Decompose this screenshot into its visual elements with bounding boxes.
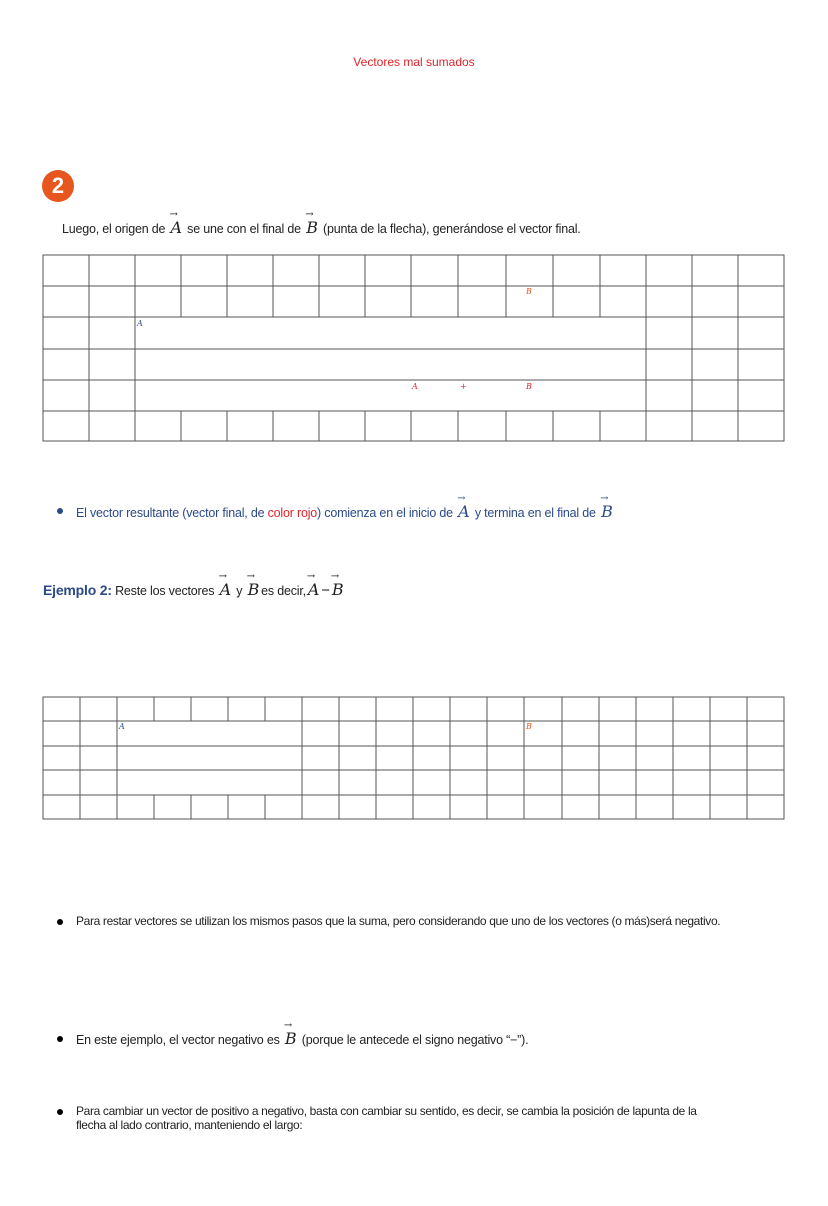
bullet-1-red-text: color rojo [267,506,318,520]
vector-a-symbol: → A [218,580,233,599]
grid-2-mark-b: B [526,722,532,731]
step-text-middle: se une con el final de [187,222,301,236]
vector-b-symbol: → B [283,1029,299,1048]
bullet-change-direction [76,1104,816,1132]
bullet-dot [57,1036,63,1042]
vector-b-symbol: → B [246,580,262,599]
bullet-subtract-rule [76,914,720,928]
example-2-text-2: es decir, [261,584,306,598]
bullet-4-line-1: Para cambiar un vector de positivo a negativo, basta con cambiar su sentido, es decir, se cambia la posición de lapunta de la [76,1104,697,1118]
bullet-dot [57,1109,63,1115]
vector-b-symbol: → B [599,502,615,521]
bullet-4-line-2: flecha al lado contrario, manteniendo el largo: [76,1118,303,1132]
bullet-3-text-before: En este ejemplo, el vector negativo es [76,1033,280,1047]
vector-a-symbol: → A [456,502,471,521]
vector-a-symbol: → A [306,580,321,599]
grid-1-mark-b-sum: B [526,382,532,391]
bullet-2-text: Para restar vectores se utilizan los mismos pasos que la suma, pero considerando que uno de los vectores (o más)será negativo. [76,914,721,928]
minus-sign: − [321,582,330,599]
bullet-1-text-3: y termina en el final de [474,506,596,520]
grid-1-mark-a-sum: A [412,382,418,391]
bullet-1-text-1: El vector resultante (vector final, de [76,506,265,520]
step-text-after: (punta de la flecha), generándose el vector final. [323,222,581,236]
vector-a-symbol: → A [169,218,184,237]
grid-1-mark-plus: + [460,382,467,391]
bullet-3-text-after: (porque le antecede el signo negativo “−”). [301,1033,529,1047]
bullet-1-text-2: ) comienza en el inicio de [317,506,453,520]
step-text-before: Luego, el origen de [62,222,166,236]
example-2-text-1: Reste los vectores [115,584,215,598]
grid-1-mark-b-top: B [526,287,532,296]
grid-2-mark-a: A [119,722,125,731]
step-number-badge: 2 [42,170,74,202]
bullet-dot [57,919,63,925]
bullet-negative-vector [76,1029,528,1048]
grid-1-mark-a-left: A [137,319,143,328]
page-title: Vectores mal sumados [353,55,475,69]
example-2-label: Ejemplo 2: [43,582,112,598]
example-2-and: y [236,584,243,598]
vector-b-symbol: → B [330,580,346,599]
vector-b-symbol: → B [304,218,320,237]
